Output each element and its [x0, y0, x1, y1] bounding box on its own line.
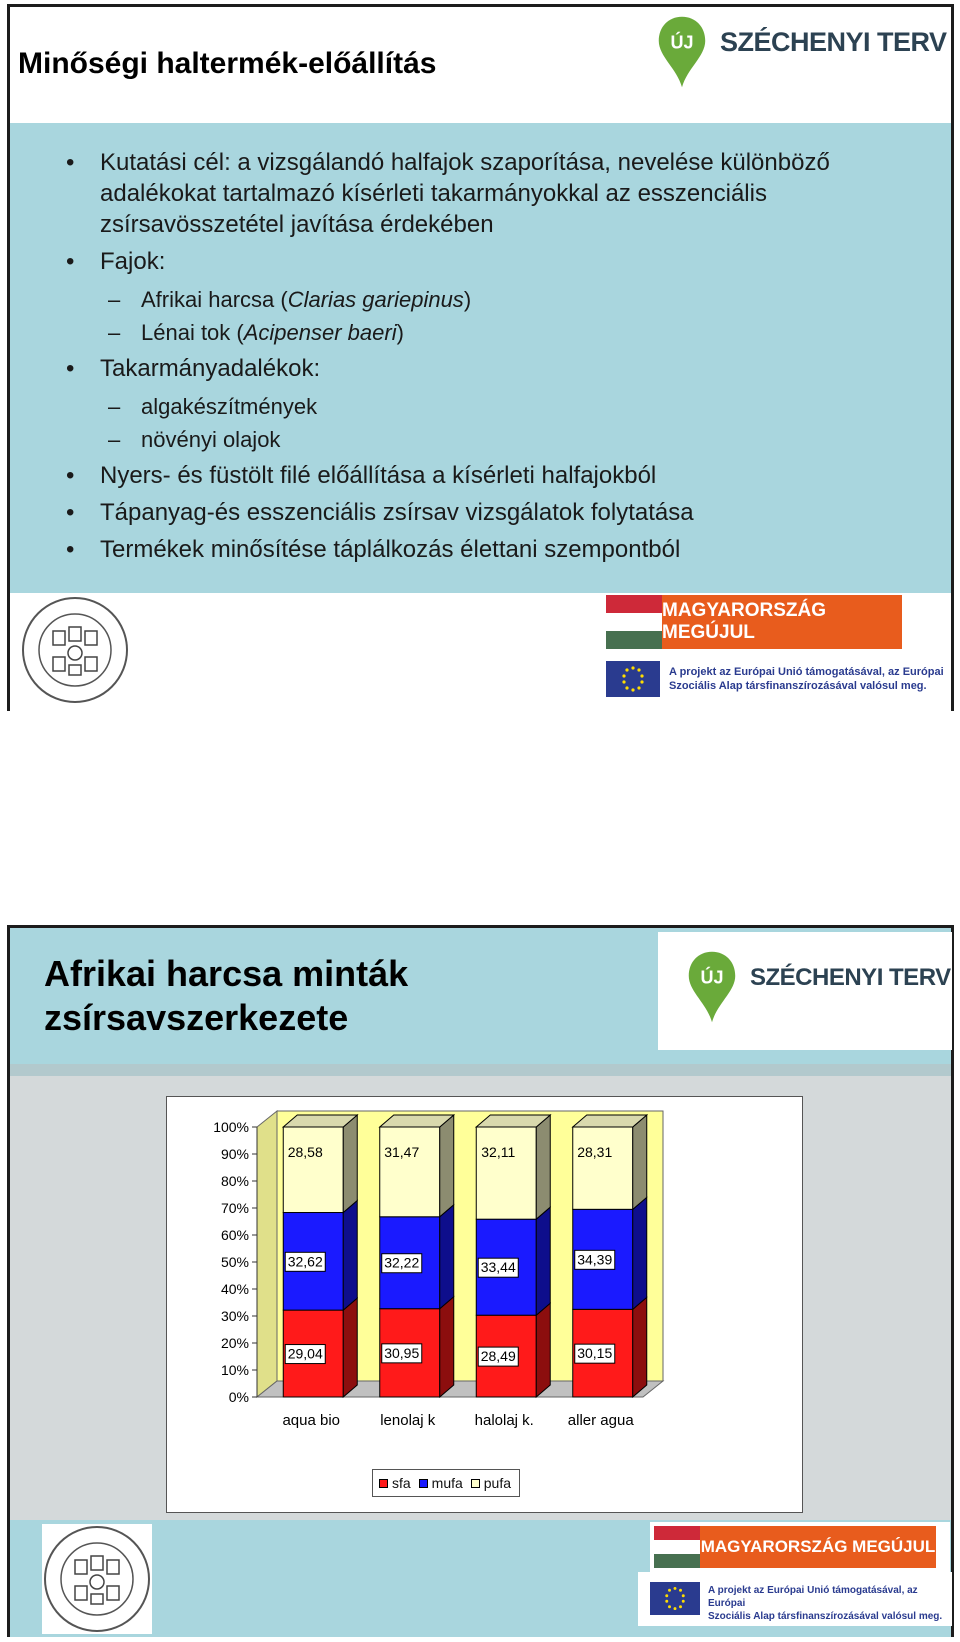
bullet-fillet: • Nyers- és füstölt filé előállítása a kísérleti halfajokból [60, 460, 920, 491]
bar-side-mufa-1 [440, 1205, 454, 1309]
data-label-pufa-0: 28,58 [287, 1144, 323, 1160]
chart-canvas [167, 1097, 804, 1514]
bar-pufa-3 [573, 1127, 633, 1209]
bar-side-mufa-0 [343, 1201, 357, 1311]
szechenyi-terv-logo-panel [658, 932, 952, 1050]
bar-pufa-0 [283, 1127, 343, 1213]
hungarian-flag-icon [654, 1526, 700, 1568]
y-tick-label: 70% [220, 1200, 249, 1216]
slide-1-body [10, 123, 951, 593]
y-tick-label: 50% [220, 1254, 249, 1270]
svg-text:ÚJ: ÚJ [700, 967, 724, 988]
bar-pufa-2 [476, 1127, 536, 1219]
eu-flag-icon [650, 1582, 700, 1615]
bar-side-mufa-2 [536, 1207, 550, 1315]
slide-1-header [10, 7, 951, 123]
eu-funding-note: A projekt az Európai Unió támogatásával, az Európai Szociális Alap társfinanszírozásával valósul meg. [708, 1585, 943, 1622]
bullet-feed-additives: • Takarmányadalékok: [60, 353, 920, 384]
szechenyi-terv-label: SZÉCHENYI TERV [750, 964, 951, 991]
legend-label-sfa: sfa [391, 1475, 411, 1491]
legend-swatch-sfa [379, 1479, 388, 1488]
data-label-sfa-2: 28,49 [480, 1348, 516, 1365]
szechenyi-terv-logo-2 [682, 950, 951, 1024]
szechenyi-terv-label: SZÉCHENYI TERV [720, 26, 947, 57]
bar-side-sfa-3 [633, 1297, 647, 1397]
legend-label-mufa: mufa [431, 1475, 463, 1491]
uj-label: ÚJ [670, 32, 694, 53]
magyarorszag-megujul-label: MAGYARORSZÁG MEGÚJUL [700, 1526, 936, 1568]
slide-1-title: Minőségi haltermék-előállítás [18, 47, 437, 80]
slide-1-footer [10, 593, 951, 711]
slide-2-header [10, 928, 951, 1068]
y-tick-label: 30% [220, 1308, 249, 1324]
y-tick-label: 40% [220, 1281, 249, 1297]
eu-funding-panel [638, 1572, 952, 1626]
fatty-acid-chart [166, 1096, 803, 1513]
legend-swatch-pufa [471, 1479, 480, 1488]
eu-funding-note: A projekt az Európai Unió támogatásával, az Európai Szociális Alap társfinanszírozásával valósul meg. [669, 666, 944, 692]
szechenyi-terv-logo [652, 15, 947, 89]
data-label-mufa-0: 32,62 [287, 1253, 323, 1270]
legend-label-pufa: pufa [483, 1475, 512, 1491]
slide-2 [7, 925, 954, 1637]
slide-2-footer [10, 1520, 951, 1637]
y-tick-label: 60% [220, 1227, 249, 1243]
bar-side-pufa-1 [440, 1115, 454, 1217]
bullet-species: • Fajok: [60, 246, 920, 277]
eu-flag-icon [606, 661, 660, 697]
data-label-sfa-0: 29,04 [287, 1345, 323, 1362]
y-tick-label: 90% [220, 1146, 249, 1162]
data-label-pufa-3: 28,31 [577, 1144, 613, 1160]
map-pin-icon [682, 950, 742, 1024]
x-tick-label-2: halolaj k. [474, 1412, 534, 1429]
legend-swatch-mufa [419, 1479, 428, 1488]
data-label-pufa-1: 31,47 [384, 1144, 420, 1160]
y-tick-label: 10% [220, 1362, 249, 1378]
bar-side-pufa-2 [536, 1115, 550, 1219]
university-seal-icon [42, 1524, 152, 1634]
x-tick-label-1: lenolaj k [380, 1412, 436, 1429]
bar-side-sfa-0 [343, 1298, 357, 1397]
chart-legend [372, 1469, 520, 1497]
bar-side-pufa-3 [633, 1115, 647, 1209]
bullet-product-rating: • Termékek minősítése táplálkozás élettani szempontból [60, 534, 920, 565]
x-tick-label-3: aller agua [567, 1412, 634, 1429]
data-label-mufa-3: 34,39 [577, 1251, 613, 1268]
plot-side-wall [257, 1111, 277, 1397]
x-tick-label-0: aqua bio [282, 1412, 341, 1429]
magyarorszag-megujul-logo [606, 595, 906, 655]
header-divider [10, 1064, 951, 1076]
slide-2-title: Afrikai harcsa minták zsírsavszerkezete [44, 953, 409, 1038]
y-tick-label: 100% [213, 1119, 249, 1135]
bar-side-mufa-3 [633, 1197, 647, 1309]
bullet-nutrient-tests: • Tápanyag-és esszenciális zsírsav vizsgálatok folytatása [60, 497, 920, 528]
data-label-sfa-1: 30,95 [384, 1344, 420, 1361]
bullet-list [60, 147, 920, 571]
sub-bullet-oils: – növényi olajok [60, 423, 920, 456]
data-label-sfa-3: 30,15 [577, 1345, 613, 1362]
university-seal-icon [20, 595, 130, 705]
y-tick-label: 20% [220, 1335, 249, 1351]
magyarorszag-megujul-logo [650, 1522, 950, 1572]
slide-1 [7, 4, 954, 711]
bar-pufa-1 [380, 1127, 440, 1217]
hungarian-flag-icon [606, 595, 662, 649]
sub-bullet-catfish: – Afrikai harcsa (Clarias gariepinus) [60, 283, 920, 316]
sub-bullet-algae: – algakészítmények [60, 390, 920, 423]
bar-side-sfa-2 [536, 1303, 550, 1397]
sub-bullet-sturgeon: – Lénai tok (Acipenser baeri) [60, 316, 920, 349]
bar-side-pufa-0 [343, 1115, 357, 1213]
map-pin-icon [652, 15, 712, 89]
data-label-mufa-1: 32,22 [384, 1254, 420, 1271]
y-tick-label: 80% [220, 1173, 249, 1189]
data-label-mufa-2: 33,44 [480, 1259, 516, 1276]
bar-side-sfa-1 [440, 1297, 454, 1397]
magyarorszag-megujul-label: MAGYARORSZÁG MEGÚJUL [662, 595, 902, 649]
data-label-pufa-2: 32,11 [481, 1144, 516, 1160]
bullet-research-goal: • Kutatási cél: a vizsgálandó halfajok szaporítása, nevelése különböző adalékokat tartalmazó kísérleti takarmányokkal az esszenciális zsírsavösszetétel javítása érdekében [60, 147, 920, 240]
y-tick-label: 0% [228, 1389, 249, 1405]
